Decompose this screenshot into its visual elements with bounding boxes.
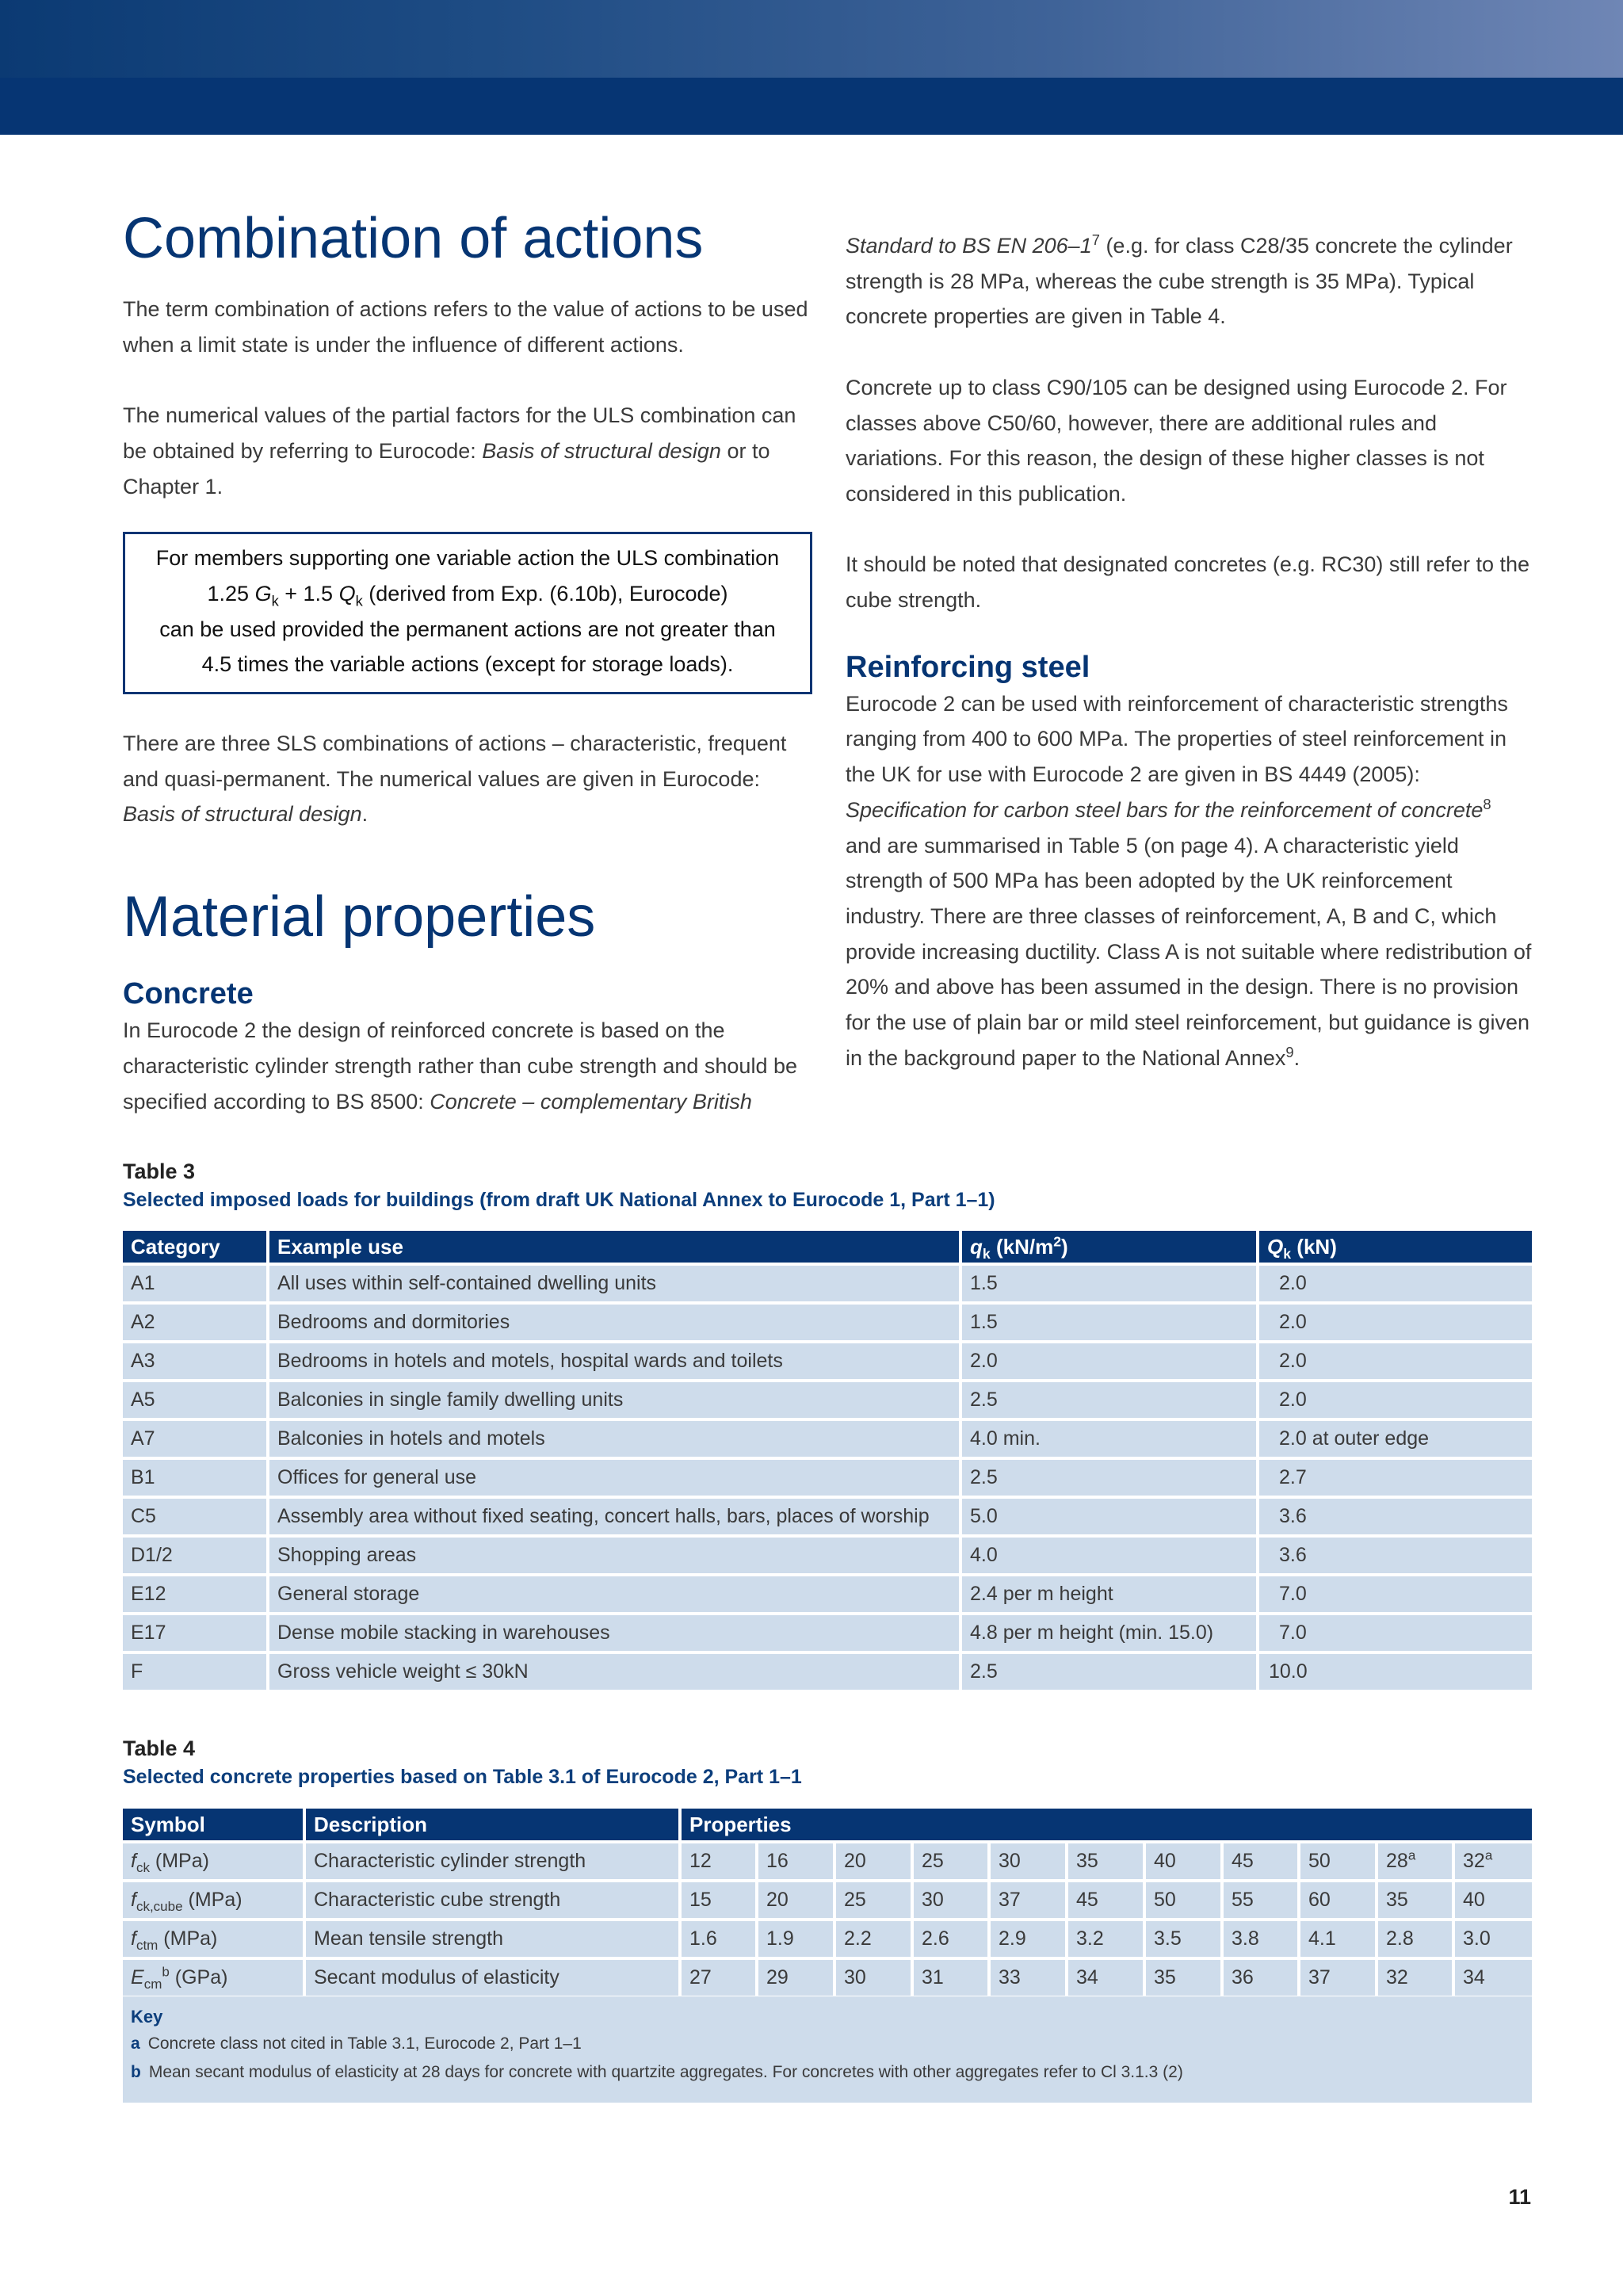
table4-cell-value: 31 (914, 1957, 991, 1996)
table4-header-symbol: Symbol (123, 1809, 306, 1840)
chapter-title: 2. Getting started (1281, 166, 1531, 201)
combination-paragraph-2: The numerical values of the partial factors for the ULS combination can be obtained by referring to Eurocode: Basis of structural design or to Chapter 1. (123, 403, 796, 499)
table4-cell-value: 3.2 (1068, 1918, 1146, 1957)
table3-cell-Qk: 2.7 (1259, 1457, 1532, 1496)
table4-row (123, 1918, 1532, 1957)
table4-cell-value: 1.9 (758, 1918, 836, 1957)
table3-cell-use: General storage (269, 1573, 962, 1612)
table4-label: Table 4 (123, 1736, 196, 1760)
table3-cell-Qk: 10.0 (1259, 1651, 1532, 1690)
table4-cell-description: Characteristic cylinder strength (306, 1840, 682, 1879)
table3-row (123, 1379, 1532, 1418)
table3-header-use: Example use (269, 1231, 962, 1263)
combination-paragraph-1: The term combination of actions refers to the value of actions to be used when a limit state is under the influence of different actions. (123, 297, 808, 357)
table3-header-row (123, 1231, 1532, 1263)
table3-row (123, 1573, 1532, 1612)
table3-row (123, 1612, 1532, 1651)
table4-cell-value: 30 (914, 1879, 991, 1918)
table4-header-row (123, 1809, 1532, 1840)
key-title: Key (131, 2007, 163, 2027)
table3-cell-qk: 2.5 (962, 1651, 1259, 1690)
table4-caption-block (123, 1734, 1532, 1791)
combination-paragraph-3: There are three SLS combinations of actions – characteristic, frequent and quasi-permanent. The numerical values are given in Eurocode: Basis of structural design. (123, 732, 787, 827)
table3-cell-category: A3 (123, 1340, 269, 1379)
table3-row (123, 1496, 1532, 1534)
table3-cell-qk: 4.0 (962, 1534, 1259, 1573)
table3-header-category: Category (123, 1231, 269, 1263)
concrete-paragraph-1-continued: Standard to BS EN $206-1^7$ (e.g. for class C28/35 concrete the cylinder strength is 28 MPa, whereas the cube strength is 35 MPa). Typical concrete properties are given in Table 4. (846, 231, 1513, 329)
table4-cell-value: 40 (1455, 1879, 1532, 1918)
table3-row (123, 1534, 1532, 1573)
left-column (123, 203, 812, 1119)
table3-cell-qk: 5.0 (962, 1496, 1259, 1534)
table4-cell-value: 2.2 (836, 1918, 914, 1957)
table3-cell-qk: 1.5 (962, 1263, 1259, 1301)
table3-cell-Qk: 7.0 (1259, 1573, 1532, 1612)
table4-cell-value: 15 (682, 1879, 758, 1918)
right-column (846, 228, 1532, 1075)
table3-row (123, 1418, 1532, 1457)
table4-cell-symbol: $f_{ctm}$ (MPa) (123, 1918, 306, 1957)
table3 (123, 1231, 1532, 1690)
table3-row (123, 1263, 1532, 1301)
table4-cell-value: 28$^a$ (1378, 1840, 1455, 1879)
table4-cell-value: 30 (836, 1957, 914, 1996)
concrete-paragraph-1: In Eurocode 2 the design of reinforced concrete is based on the characteristic cylinder strength rather than cube strength and should be specified according to BS 8500: Concrete – complementary British (123, 1018, 797, 1114)
table4-cell-value: 60 (1300, 1879, 1378, 1918)
heading-concrete: Concrete (123, 977, 254, 1011)
table4-row (123, 1840, 1532, 1879)
table4-row (123, 1957, 1532, 1996)
uls-combination-callout: For members supporting one variable action the ULS combination 1.25 $G_k + 1.5$ $Q_k$ (derived from Exp. (6.10b), Eurocode) can be used provided the permanent actions are not greater than 4.5 times the variable actions (except for storage loads). (123, 532, 812, 694)
table4-cell-value: 35 (1068, 1840, 1146, 1879)
table4-header-properties: Properties (682, 1809, 1532, 1840)
heading-reinforcing-steel: Reinforcing steel (846, 650, 1090, 684)
table3-cell-qk: 4.0 min. (962, 1418, 1259, 1457)
table4-cell-value: 50 (1146, 1879, 1224, 1918)
table4-cell-value: 35 (1378, 1879, 1455, 1918)
table3-cell-use: Bedrooms and dormitories (269, 1301, 962, 1340)
table4-cell-value: 16 (758, 1840, 836, 1879)
table4-cell-value: 35 (1146, 1957, 1224, 1996)
table4-caption: Selected concrete properties based on Table 3.1 of Eurocode 2, Part 1–1 (123, 1766, 802, 1788)
key-a: a Concrete class not cited in Table 3.1, Eurocode 2, Part 1–1 (131, 2034, 582, 2053)
table4-cell-value: 34 (1068, 1957, 1146, 1996)
table4-cell-value: 20 (758, 1879, 836, 1918)
table3-cell-category: C5 (123, 1496, 269, 1534)
table3-cell-category: E17 (123, 1612, 269, 1651)
table4-cell-value: 37 (991, 1879, 1068, 1918)
table3-cell-Qk: 2.0 (1259, 1301, 1532, 1340)
table3-cell-Qk: 3.6 (1259, 1496, 1532, 1534)
table4-cell-value: 12 (682, 1840, 758, 1879)
table4-cell-value: 40 (1146, 1840, 1224, 1879)
table4-cell-symbol: $E_{cm}^b$ (GPa) (123, 1957, 306, 1996)
table3-cell-Qk: 7.0 (1259, 1612, 1532, 1651)
table3-cell-category: A2 (123, 1301, 269, 1340)
table4-cell-value: 50 (1300, 1840, 1378, 1879)
table4-cell-symbol: $f_{ck}$ (MPa) (123, 1840, 306, 1879)
table3-cell-category: A5 (123, 1379, 269, 1418)
table3-cell-use: Offices for general use (269, 1457, 962, 1496)
table4 (123, 1809, 1532, 1996)
table3-cell-category: E12 (123, 1573, 269, 1612)
table3-header-Qk: $Q_k$ (kN) (1259, 1231, 1532, 1263)
concrete-paragraph-3: It should be noted that designated concretes (e.g. RC30) still refer to the cube strength. (846, 552, 1529, 612)
table3-row (123, 1340, 1532, 1379)
table4-cell-value: 2.8 (1378, 1918, 1455, 1957)
table4-cell-value: 1.6 (682, 1918, 758, 1957)
table3-cell-use: Bedrooms in hotels and motels, hospital wards and toilets (269, 1340, 962, 1379)
table3-cell-category: A1 (123, 1263, 269, 1301)
header-gradient-band (0, 0, 1623, 78)
table3-cell-qk: 2.0 (962, 1340, 1259, 1379)
table3-cell-Qk: 2.0 (1259, 1340, 1532, 1379)
table3-header-qk: $q_k$ $(kN/m^2)$ (962, 1231, 1259, 1263)
table3-cell-qk: 2.4 per m height (962, 1573, 1259, 1612)
table4-cell-value: 30 (991, 1840, 1068, 1879)
table4-cell-value: 32$^a$ (1455, 1840, 1532, 1879)
table4-key (123, 1996, 1532, 2103)
table4-cell-value: 32 (1378, 1957, 1455, 1996)
table4-cell-value: 45 (1068, 1879, 1146, 1918)
concrete-paragraph-2: Concrete up to class C90/105 can be designed using Eurocode 2. For classes above C50/60, however, there are additional rules and variations. For this reason, the design of these higher classes is not considered in this publication. (846, 375, 1507, 506)
table4-cell-description: Secant modulus of elasticity (306, 1957, 682, 1996)
key-b: b Mean secant modulus of elasticity at 28 days for concrete with quartzite aggregates. For concretes with other aggregates refer to Cl 3.1.3 (2) (131, 2063, 1183, 2081)
table3-cell-Qk: 2.0 at outer edge (1259, 1418, 1532, 1457)
table4-cell-value: 29 (758, 1957, 836, 1996)
table3-cell-category: B1 (123, 1457, 269, 1496)
heading-material-properties: Material properties (123, 885, 596, 949)
table4-cell-value: 2.6 (914, 1918, 991, 1957)
table4-row (123, 1879, 1532, 1918)
table4-cell-value: 55 (1224, 1879, 1300, 1918)
table3-cell-qk: 4.8 per m height (min. 15.0) (962, 1612, 1259, 1651)
table3-cell-use: Dense mobile stacking in warehouses (269, 1612, 962, 1651)
table3-cell-qk: 2.5 (962, 1379, 1259, 1418)
table3-caption: Selected imposed loads for buildings (from draft UK National Annex to Eurocode 1, Part 1–1) (123, 1189, 995, 1211)
table4-cell-value: 20 (836, 1840, 914, 1879)
table3-row (123, 1457, 1532, 1496)
table3-label: Table 3 (123, 1159, 196, 1183)
table3-caption-block (123, 1157, 1532, 1214)
table4-cell-value: 3.8 (1224, 1918, 1300, 1957)
table3-cell-Qk: 3.6 (1259, 1534, 1532, 1573)
table3-cell-use: All uses within self-contained dwelling units (269, 1263, 962, 1301)
header-bar (0, 78, 1623, 201)
table4-cell-value: 34 (1455, 1957, 1532, 1996)
table3-row (123, 1651, 1532, 1690)
table4-cell-value: 25 (836, 1879, 914, 1918)
table4-cell-value: 27 (682, 1957, 758, 1996)
table3-cell-category: D1/2 (123, 1534, 269, 1573)
table4-header-description: Description (306, 1809, 682, 1840)
table3-cell-use: Gross vehicle weight ≤ 30kN (269, 1651, 962, 1690)
table3-cell-qk: 2.5 (962, 1457, 1259, 1496)
table3-cell-use: Assembly area without fixed seating, concert halls, bars, places of worship (269, 1496, 962, 1534)
table4-cell-value: 25 (914, 1840, 991, 1879)
table3-row (123, 1301, 1532, 1340)
table3-cell-qk: 1.5 (962, 1301, 1259, 1340)
table3-cell-Qk: 2.0 (1259, 1379, 1532, 1418)
table3-cell-use: Balconies in hotels and motels (269, 1418, 962, 1457)
table4-cell-value: 33 (991, 1957, 1068, 1996)
table4-cell-value: 36 (1224, 1957, 1300, 1996)
table3-cell-category: F (123, 1651, 269, 1690)
table4-cell-value: 3.5 (1146, 1918, 1224, 1957)
steel-paragraph: Eurocode 2 can be used with reinforcement of characteristic strengths ranging from 400 to 600 MPa. The properties of steel reinforcement in the UK for use with Eurocode 2 are given in BS 4449 (2005): Specification for carbon steel bars for the reinforcement of concrete$^8$ and are summarised in Table 5 (on page 4). A characteristic yield strength of 500 MPa has been adopted by the UK reinforcement industry. There are three classes of reinforcement, A, B and C, which provide increasing ductility. Class A is not suitable where redistribution of 20% and above has been assumed in the design. There is no provision for the use of plain bar or mild steel reinforcement, but guidance is given in the background paper to the National Annex$^9$. (846, 691, 1532, 1070)
table4-cell-value: 37 (1300, 1957, 1378, 1996)
table4-cell-description: Characteristic cube strength (306, 1879, 682, 1918)
table3-cell-use: Shopping areas (269, 1534, 962, 1573)
table4-cell-description: Mean tensile strength (306, 1918, 682, 1957)
table4-cell-value: 2.9 (991, 1918, 1068, 1957)
table4-cell-value: 45 (1224, 1840, 1300, 1879)
table4-cell-symbol: $f_{ck,cube}$ (MPa) (123, 1879, 306, 1918)
table3-cell-category: A7 (123, 1418, 269, 1457)
table4-cell-value: 4.1 (1300, 1918, 1378, 1957)
table3-cell-use: Balconies in single family dwelling units (269, 1379, 962, 1418)
heading-combination: Combination of actions (123, 207, 704, 270)
table4-cell-value: 3.0 (1455, 1918, 1532, 1957)
table3-cell-Qk: 2.0 (1259, 1263, 1532, 1301)
page-number: 11 (1508, 2185, 1531, 2209)
